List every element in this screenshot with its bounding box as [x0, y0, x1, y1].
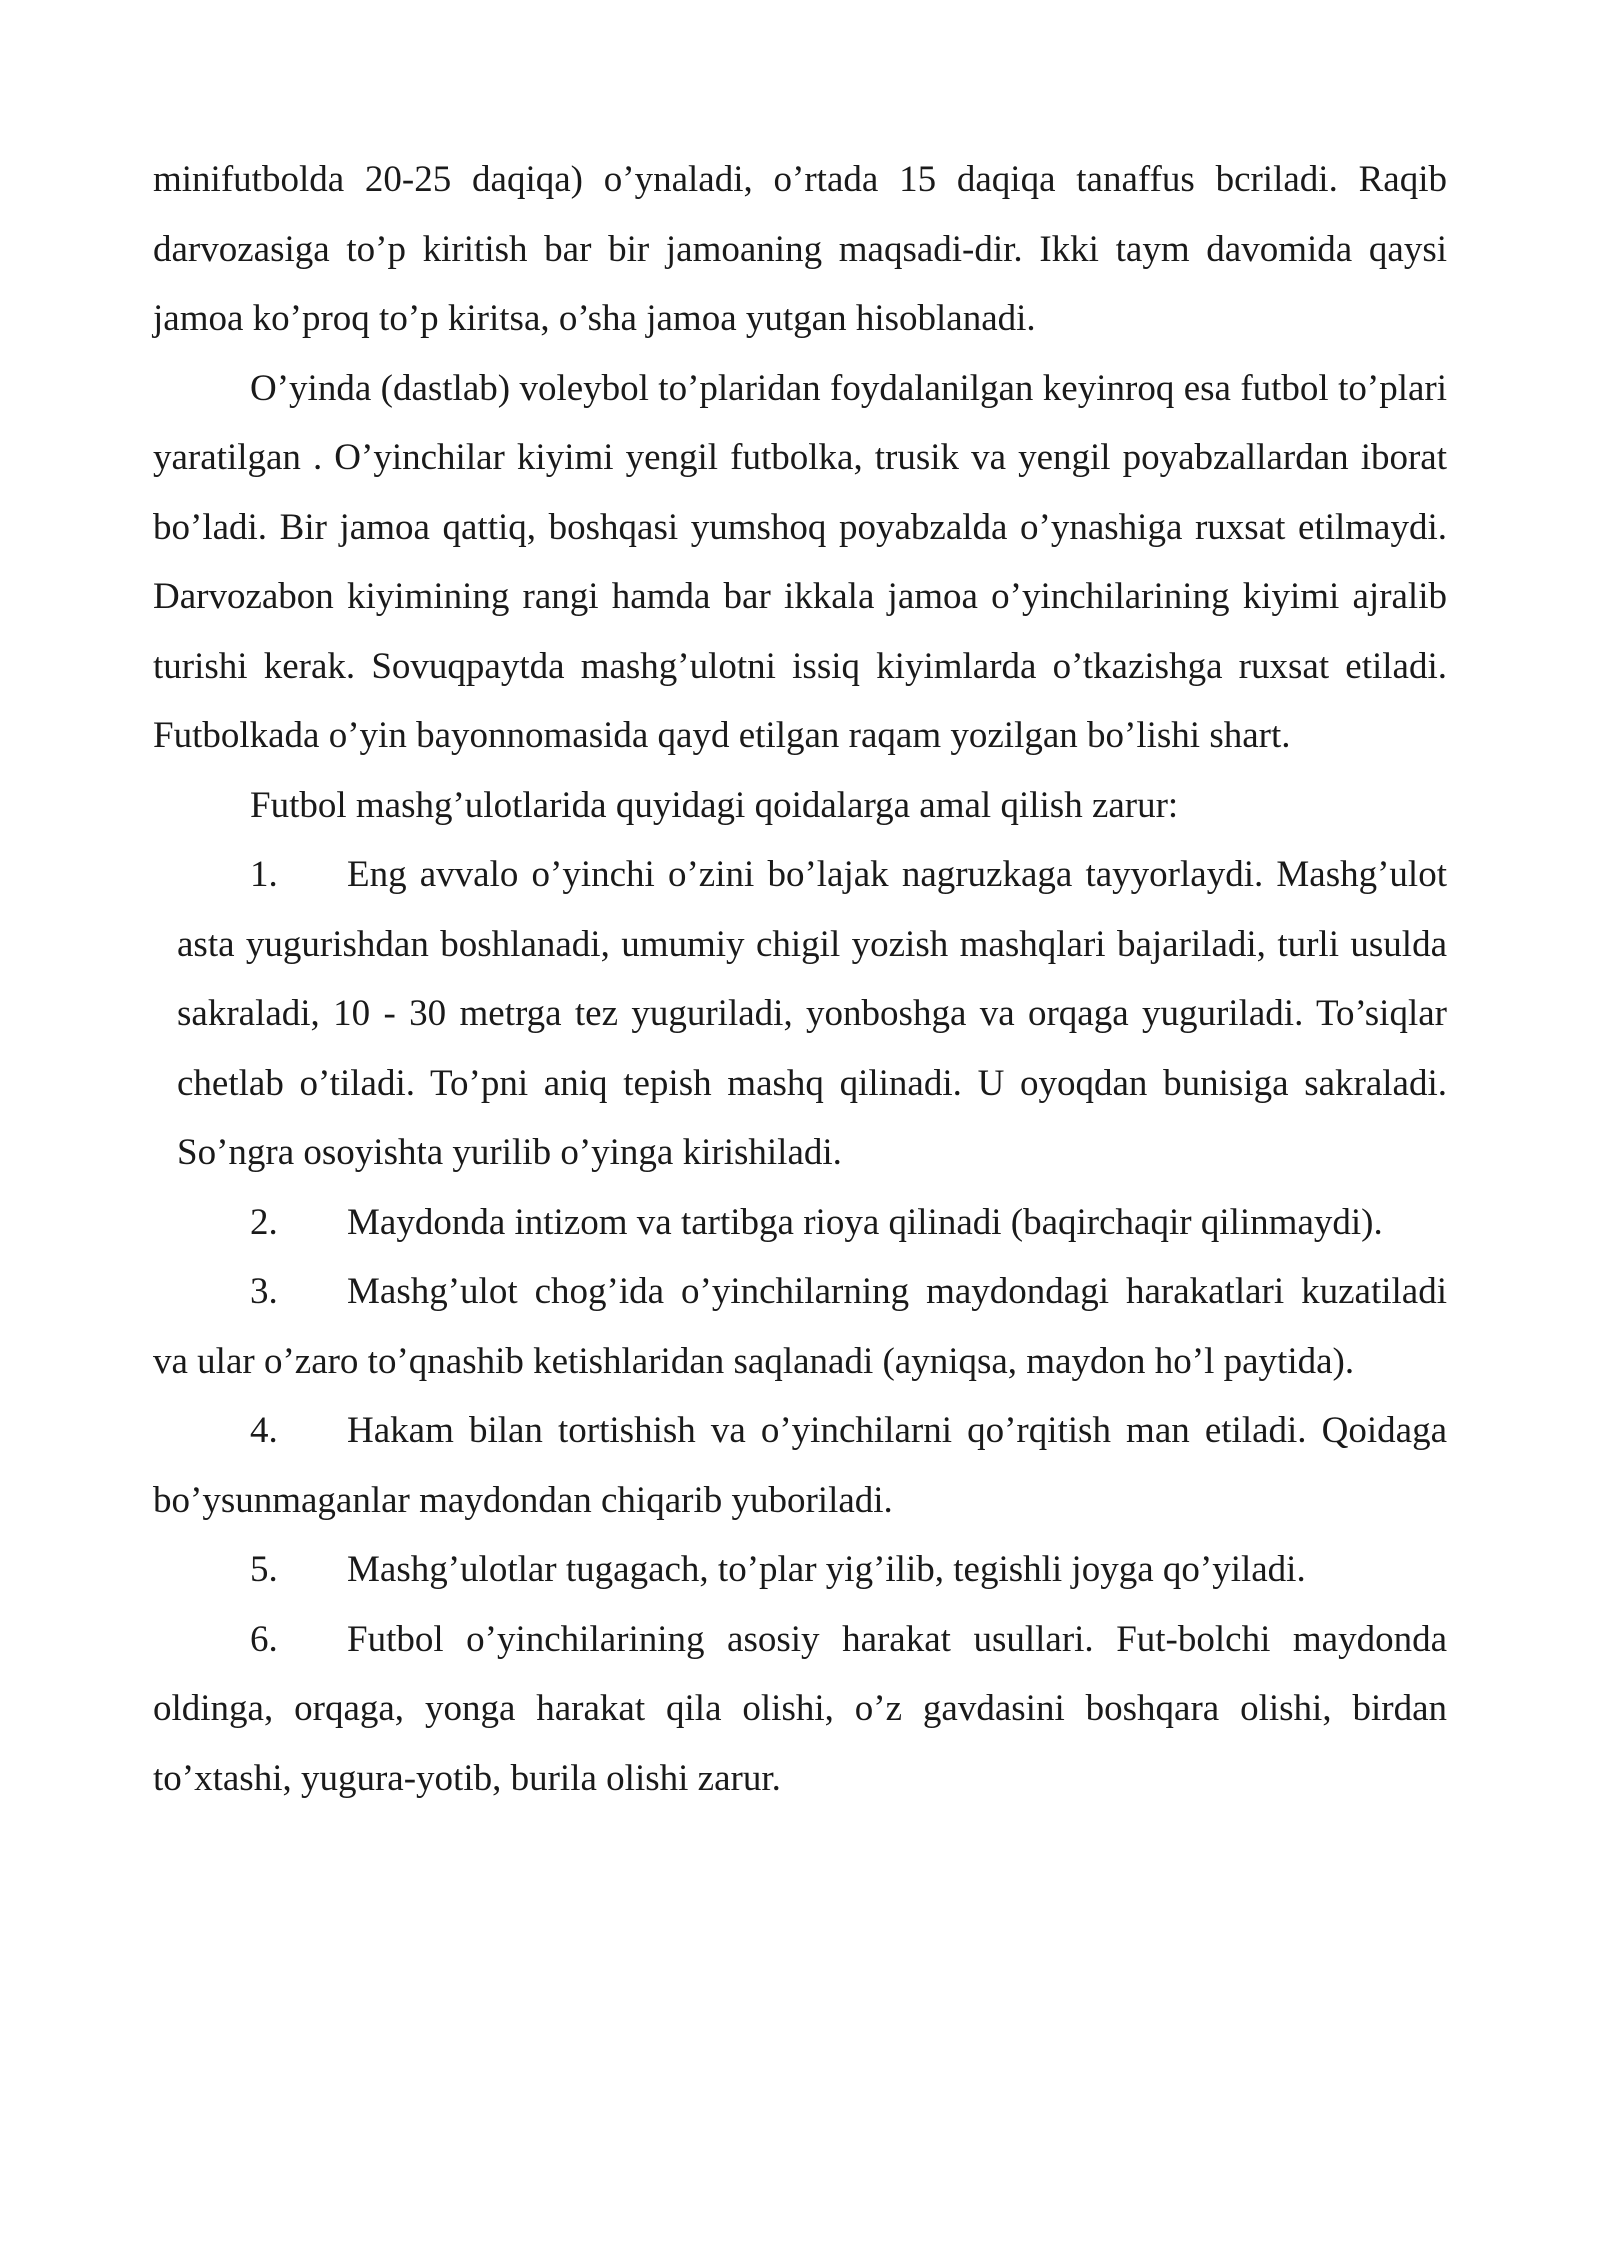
list-item-text: Futbol o’yinchilarining asosiy harakat usullari. Fut-bolchi maydonda oldinga, orqaga, yonga harakat qila olishi, o’z gavdasini boshqara olishi, birdan to’xtashi, yugura-yotib, burila olishi zarur. [153, 1618, 1447, 1799]
list-item [153, 1396, 1447, 1535]
list-item-text: Mashg’ulot chog’ida o’yinchilarning maydondagi harakatlari kuzatiladi va ular o’zaro to’qnashib ketishlaridan saqlanadi (ayniqsa, maydon ho’l paytida). [153, 1271, 1447, 1382]
list-item-text: Maydonda intizom va tartibga rioya qilinadi (baqirchaqir qilinmaydi). [347, 1201, 1383, 1243]
list-item [153, 1257, 1447, 1396]
paragraph-rules-intro: Futbol mashg’ulotlarida quyidagi qoidalarga amal qilish zarur: [250, 784, 1179, 826]
list-item-number: 6. [250, 1618, 278, 1660]
paragraph-continuation: minifutbolda 20-25 daqiqa) o’ynaladi, o’rtada 15 daqiqa tanaffus bcriladi. Raqib darvozasiga to’p kiritish bar bir jamoaning maqsadi-dir. Ikki taym davomida qaysi jamoa ko’proq to’p kiritsa, o’sha jamoa yutgan hisoblanadi. [153, 159, 1447, 339]
list-item [153, 1535, 1447, 1605]
list-item-number: 2. [250, 1201, 278, 1243]
list-item-number: 4. [250, 1410, 278, 1451]
list-item-number: 3. [250, 1271, 278, 1312]
list-item [153, 840, 1447, 1188]
list-item-text: Eng avvalo o’yinchi o’zini bo’lajak nagruzkaga tayyorlaydi. Mashg’ulot asta yugurishdan boshlanadi, umumiy chigil yozish mashqlari bajariladi, turli usulda sakraladi, 10 - 30 metrga tez yuguriladi, yonboshga va orqaga yuguriladi. To’siqlar chetlab o’tiladi. To’pni aniq tepish mashq qilinadi. U oyoqdan bunisiga sakraladi. So’ngra osoyishta yurilib o’yinga kirishiladi. [177, 854, 1447, 1173]
list-item-text: Hakam bilan tortishish va o’yinchilarni qo’rqitish man etiladi. Qoidaga bo’ysunmaganlar maydondan chiqarib yuboriladi. [153, 1410, 1447, 1521]
list-item-text: Mashg’ulotlar tugagach, to’plar yig’ilib, tegishli joyga qo’yiladi. [347, 1549, 1306, 1590]
list-item [153, 1605, 1447, 1814]
paragraph-equipment: O’yinda (dastlab) voleybol to’plaridan foydalanilgan keyinroq esa futbol to’plari yaratilgan . O’yinchilar kiyimi yengil futbolka, trusik va yengil poyabzallardan iborat bo’ladi. Bir jamoa qattiq, boshqasi yumshoq poyabzalda o’ynashiga ruxsat etilmaydi. Darvozabon kiyimining rangi hamda bar ikkala jamoa o’yinchilarining kiyimi ajralib turishi kerak. Sovuqpaytda mashg’ulotni issiq kiyimlarda o’tkazishga ruxsat etiladi. Futbolkada o’yin bayonnomasida qayd etilgan raqam yozilgan bo’lishi shart. [153, 367, 1447, 756]
list-item-number: 5. [250, 1549, 278, 1590]
list-item [153, 1188, 1447, 1258]
list-item-number: 1. [250, 854, 278, 895]
